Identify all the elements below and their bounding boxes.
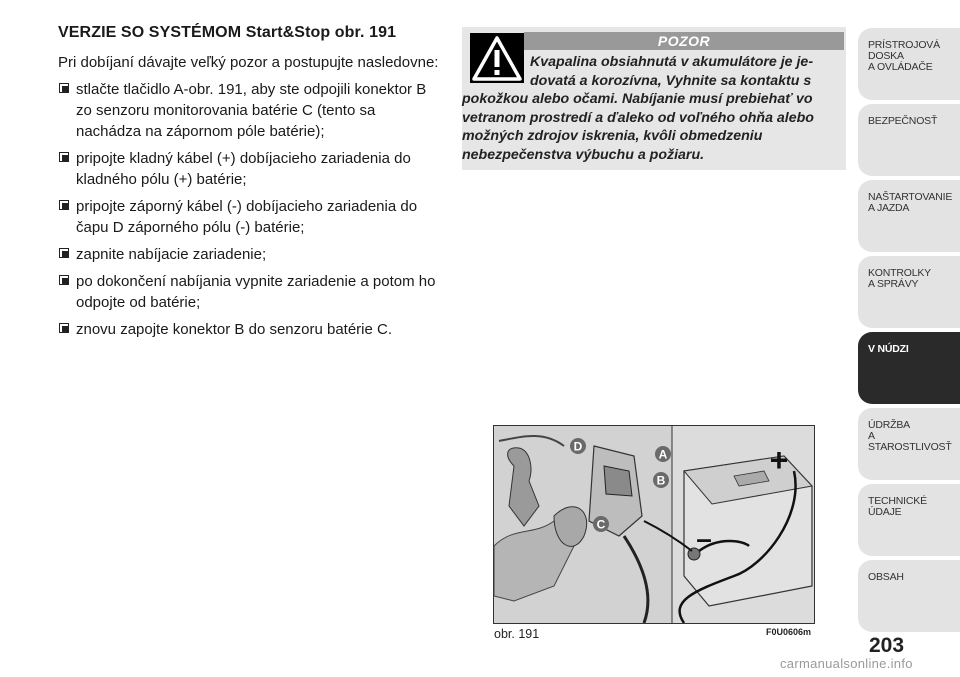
section-title: VERZIE SO SYSTÉMOM Start&Stop obr. 191 [58, 24, 397, 41]
checkbox-bullet-icon [59, 200, 69, 210]
tab-bezpecnost[interactable]: BEZPEČNOSŤ [858, 104, 960, 176]
label-minus: – [696, 523, 712, 554]
checkbox-bullet-icon [59, 248, 69, 258]
list-item: stlačte tlačidlo A-obr. 191, aby ste odpojili konektor B zo senzoru monitorovania batérie C (tento sa nachádza na zápornom póle batérie); [58, 79, 442, 142]
label-b: B [656, 473, 666, 488]
tab-v-nudzi[interactable]: V NÚDZI [858, 332, 960, 404]
tab-udrzba[interactable]: ÚDRŽBA A STAROSTLIVOSŤ [858, 408, 960, 480]
steps-list [58, 79, 442, 340]
figure-caption: obr. 191 [494, 627, 540, 641]
list-item: pripojte kladný kábel (+) dobíjacieho zariadenia do kladného pólu (+) batérie; [58, 148, 442, 190]
label-c: C [596, 517, 606, 532]
tab-kontrolky[interactable]: KONTROLKY A SPRÁVY [858, 256, 960, 328]
figure-code: F0U0606m [766, 627, 812, 637]
list-item: znovu zapojte konektor B do senzoru batérie C. [58, 319, 442, 340]
list-item: zapnite nabíjacie zariadenie; [58, 244, 442, 265]
intro-text: Pri dobíjaní dávajte veľký pozor a postupujte nasledovne: [58, 54, 439, 71]
chapter-sidebar [858, 28, 960, 636]
warning-header: POZOR [524, 32, 844, 50]
checkbox-bullet-icon [59, 275, 69, 285]
warning-box [462, 27, 846, 170]
label-d: D [573, 439, 583, 454]
tab-obsah[interactable]: OBSAH [858, 560, 960, 632]
tab-technicke-udaje[interactable]: TECHNICKÉ ÚDAJE [858, 484, 960, 556]
list-item: pripojte záporný kábel (-) dobíjacieho zariadenia do čapu D záporného pólu (-) batérie; [58, 196, 442, 238]
procedure-column [58, 24, 442, 346]
checkbox-bullet-icon [59, 323, 69, 333]
page-number: 203 [869, 634, 905, 657]
tab-pristrojova-doska[interactable]: PRÍSTROJOVÁ DOSKA A OVLÁDAČE [858, 28, 960, 100]
tab-nastartovanie[interactable]: NAŠTARTOVANIE A JAZDA [858, 180, 960, 252]
checkbox-bullet-icon [59, 152, 69, 162]
label-plus: + [769, 442, 789, 478]
warning-text: Kvapalina obsiahnutá v akumulátore je je- dovatá a korozívna, Vyhnite sa kontaktu s pokožkou alebo očami. Nabíjanie musí prebiehať vo vetranom prostredí a ďaleko od voľného ohňa alebo možných zdrojov iskrenia, kvôli obmedzeniu nebezpečenstva výbuchu a požiaru. [462, 54, 814, 163]
watermark: carmanualsonline.info [780, 656, 913, 671]
battery-figure [493, 425, 815, 624]
list-item: po dokončení nabíjania vypnite zariadenie a potom ho odpojte od batérie; [58, 271, 442, 313]
checkbox-bullet-icon [59, 83, 69, 93]
label-a: A [658, 447, 668, 462]
battery-illustration [494, 426, 814, 623]
